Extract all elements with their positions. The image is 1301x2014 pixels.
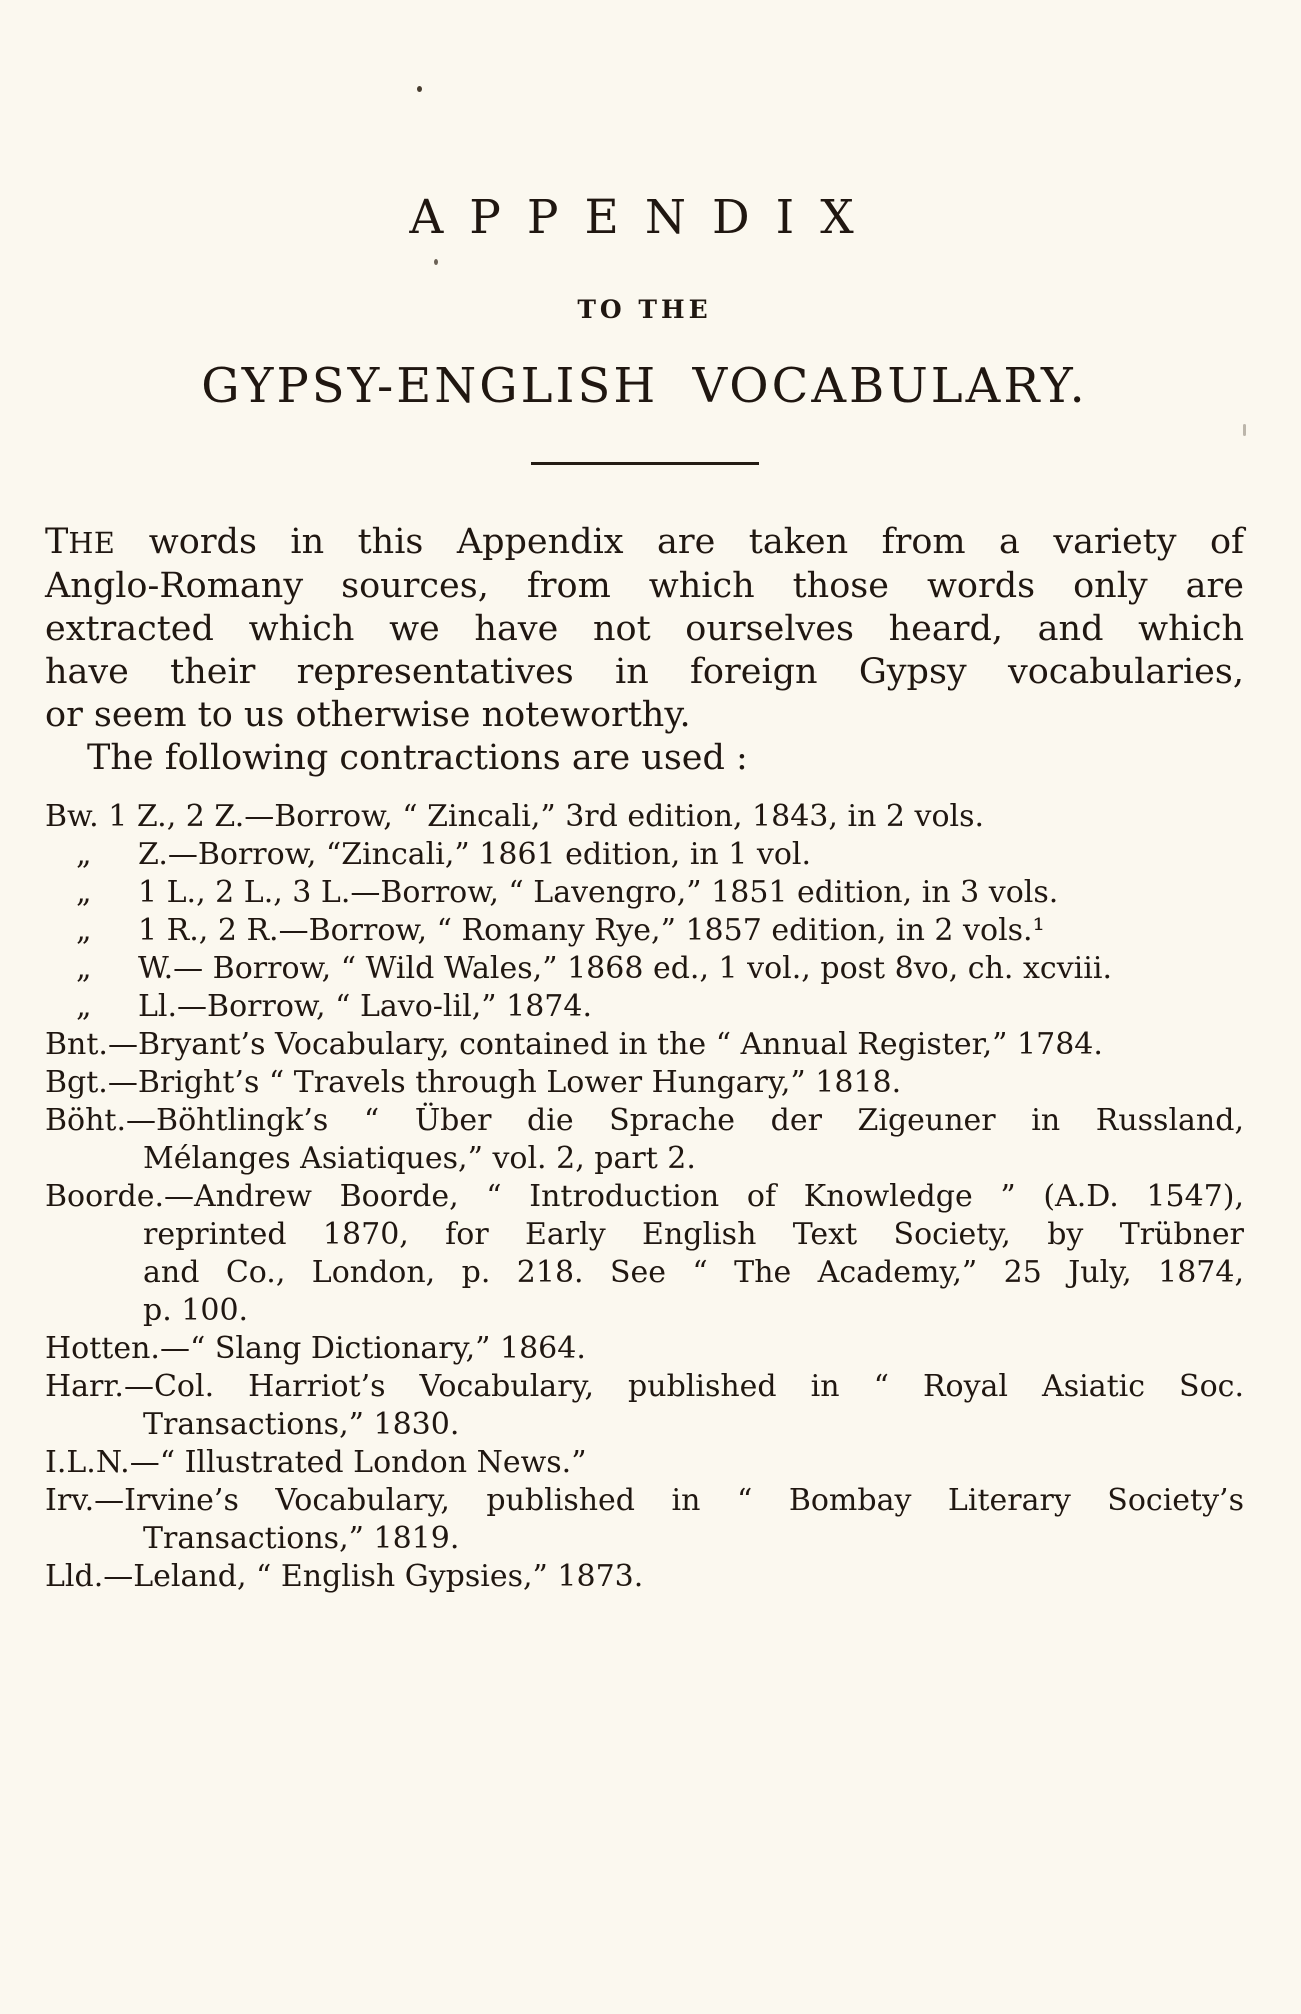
scan-speck	[434, 259, 438, 265]
entry-text: Z.—Borrow, “Zincali,” 1861 edition, in 1 vol.	[138, 837, 812, 872]
contraction-entry	[45, 1178, 1244, 1330]
contraction-entry	[45, 1482, 1244, 1558]
entry-line: p. 100.	[143, 1293, 249, 1328]
intro-line-text: words in this Appendix are taken from a variety of	[115, 522, 1244, 562]
contractions-intro-line: The following contractions are used :	[87, 738, 748, 778]
ditto-mark: „	[76, 913, 92, 948]
contraction-entry: Hotten.—“ Slang Dictionary,” 1864.	[45, 1331, 586, 1366]
contraction-entry	[45, 874, 1244, 912]
entry-line: Harr.—Col. Harriot’s Vocabulary, published in “ Royal Asiatic Soc.	[45, 1369, 1244, 1404]
contraction-entry: I.L.N.—“ Illustrated London News.”	[45, 1445, 587, 1480]
intro-line: have their representatives in foreign Gypsy vocabularies,	[45, 652, 1244, 692]
scan-speck	[417, 86, 422, 92]
entry-line: Transactions,” 1830.	[143, 1407, 460, 1442]
contraction-entry: Bnt.—Bryant’s Vocabulary, contained in the “ Annual Register,” 1784.	[45, 1027, 1103, 1062]
entry-line: Transactions,” 1819.	[143, 1521, 460, 1556]
entry-line: reprinted 1870, for Early English Text Society, by Trübner	[143, 1217, 1244, 1252]
intro-line: or seem to us otherwise noteworthy.	[45, 695, 691, 735]
contraction-entry: Lld.—Leland, “ English Gypsies,” 1873.	[45, 1559, 644, 1594]
ditto-mark: „	[76, 875, 92, 910]
entry-line: and Co., London, p. 218. See “ The Academy,” 25 July, 1874,	[143, 1255, 1244, 1290]
entry-line: Boorde.—Andrew Boorde, “ Introduction of Knowledge ” (A.D. 1547),	[45, 1179, 1244, 1214]
intro-line: Anglo-Romany sources, from which those words only are	[45, 566, 1244, 606]
to-the-subtitle: TO THE	[577, 295, 712, 324]
contraction-entry: Bw. 1 Z., 2 Z.—Borrow, “ Zincali,” 3rd edition, 1843, in 2 vols.	[45, 799, 985, 834]
ditto-mark: „	[76, 989, 92, 1024]
page-header	[45, 190, 1244, 465]
contraction-entry	[45, 1102, 1244, 1178]
contractions-list	[45, 798, 1244, 1596]
entry-line: Böht.—Böhtlingk’s “ Über die Sprache der Zigeuner in Russland,	[45, 1103, 1244, 1138]
ditto-mark: „	[76, 837, 92, 872]
intro-line	[45, 521, 1244, 565]
entry-text: 1 L., 2 L., 3 L.—Borrow, “ Lavengro,” 1851 edition, in 3 vols.	[138, 875, 1059, 910]
entry-text: Ll.—Borrow, “ Lavo-lil,” 1874.	[138, 989, 592, 1024]
title-divider	[531, 462, 759, 465]
entry-text: W.— Borrow, “ Wild Wales,” 1868 ed., 1 vol., post 8vo, ch. xcviii.	[138, 951, 1112, 986]
contraction-entry: Bgt.—Bright’s “ Travels through Lower Hungary,” 1818.	[45, 1065, 902, 1100]
intro-lead-rest: HE	[68, 526, 116, 560]
intro-lead-initial: T	[45, 522, 69, 562]
contraction-entry	[45, 912, 1244, 950]
intro-paragraph	[45, 521, 1244, 737]
entry-line: Irv.—Irvine’s Vocabulary, published in “ Bombay Literary Society’s	[45, 1483, 1244, 1518]
contraction-entry	[45, 1368, 1244, 1444]
entry-text: 1 R., 2 R.—Borrow, “ Romany Rye,” 1857 edition, in 2 vols.¹	[138, 913, 1045, 948]
vocabulary-title: GYPSY-ENGLISH VOCABULARY.	[201, 358, 1088, 414]
entry-line: Mélanges Asiatiques,” vol. 2, part 2.	[143, 1141, 696, 1176]
intro-line: extracted which we have not ourselves heard, and which	[45, 609, 1244, 649]
contraction-entry	[45, 836, 1244, 874]
scan-speck	[1243, 424, 1246, 436]
contraction-entry	[45, 950, 1244, 988]
ditto-mark: „	[76, 951, 92, 986]
appendix-title: APPENDIX	[409, 190, 880, 245]
contraction-entry	[45, 988, 1244, 1026]
